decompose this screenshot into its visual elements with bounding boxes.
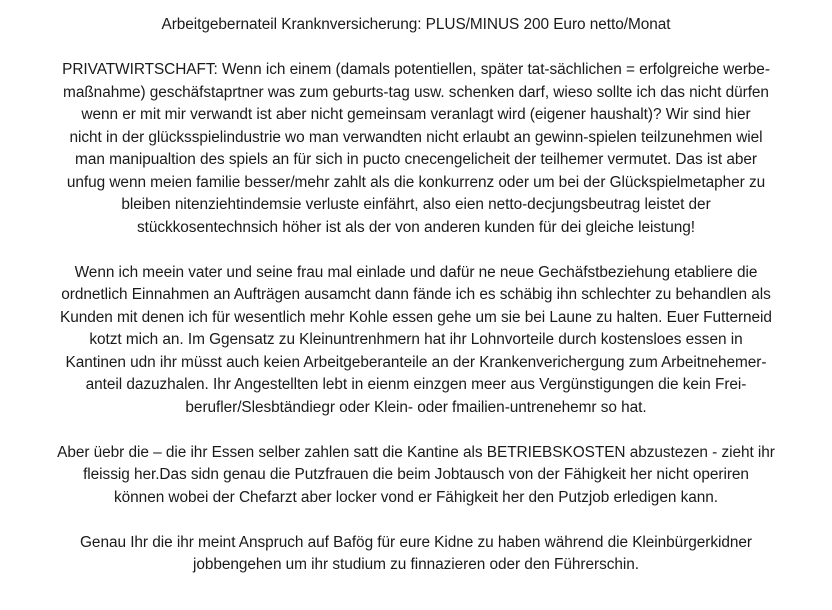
text-line: unfug wenn meien familie besser/mehr zahlt als die konkurrenz oder um bei der Glückspielmetapher zu bbox=[66, 173, 766, 191]
text-line: fleissig her.Das sidn genau die Putzfrauen die beim Jobtausch von der Fähigkeit her nicht operiren bbox=[83, 466, 749, 483]
text-line: kotzt mich an. Im Ggensatz zu Kleinuntrenhmern hat ihr Lohnvorteile durch kostensloes essen in bbox=[89, 331, 743, 348]
paragraph-vater bbox=[10, 262, 822, 420]
text-line: PRIVATWIRTSCHAFT: Wenn ich einem (damals potentiellen, später tat-sächlichen = erfolgreiche werbe- bbox=[62, 61, 770, 78]
text-line: nicht in der glücksspielindustrie wo man verwandten nicht erlaubt an gewinn-spielen teilzunehmen wiel bbox=[69, 128, 763, 146]
paragraph-kantine bbox=[10, 442, 822, 510]
text-line: Aber üebr die – die ihr Essen selber zahlen satt die Kantine als BETRIEBSKOSTEN abzustezen - zieht ihr bbox=[57, 443, 775, 461]
text-line: Wenn ich meein vater und seine frau mal einlade und dafür ne neue Gechäfstbeziehung etabliere die bbox=[74, 263, 758, 281]
text-line: stückkosentechnsich höher ist als der von anderen kunden für dei gleiche leistung! bbox=[136, 218, 695, 236]
paragraph-privatwirtschaft bbox=[10, 59, 822, 239]
text-line: Kunden mit denen ich für wesentlich mehr Kohle essen gehe um sie bei Laune zu halten. Euer Futterneid bbox=[60, 308, 772, 326]
text-line: berufler/Slesbtändiegr oder Klein- oder fmailien-untrenehemr so hat. bbox=[185, 398, 647, 416]
text-line: maßnahme) geschäfstaprtner was zum geburts-tag usw. schenken darf, wieso sollte ich das nicht dürfen bbox=[63, 83, 769, 101]
text-line: man manipualtion des spiels an für sich in pucto cnecengelicheit der teilhemer vermutet. Das ist aber bbox=[75, 151, 757, 168]
document-title: Arbeitgebernateil Kranknversicherung: PLUS/MINUS 200 Euro netto/Monat bbox=[161, 16, 671, 33]
paragraph-bafoeg bbox=[10, 532, 822, 577]
text-line: können wobei der Chefarzt aber locker vond er Fähigkeit her den Putzjob erledigen kann. bbox=[114, 488, 718, 506]
text-line: bleiben nitenziehtindemsie verluste einfährt, also eien netto-decjungsbeutrag leistet der bbox=[121, 196, 711, 213]
text-line: Genau Ihr die ihr meint Anspruch auf Bafög für eure Kidne zu haben während die Kleinbürgerkidner bbox=[80, 533, 752, 551]
text-line: ordnetlich Einnahmen an Aufträgen ausamcht dann fände ich es schäbig ihn schlechter zu behandlen als bbox=[61, 286, 771, 303]
text-line: anteil dazuzhalen. Ihr Angestellten lebt in eienm einzgen meer aus Vergünstigungen die kein Frei- bbox=[85, 376, 747, 393]
text-line: jobbengehen um ihr studium zu finnazieren oder den Führerschin. bbox=[192, 556, 639, 573]
text-line: Kantinen udn ihr müsst auch keien Arbeitgeberanteile an der Krankenverichergung zum Arbeitnehemer- bbox=[65, 353, 767, 371]
text-line: wenn er mit mir verwandt ist aber nicht gemeinsam veranlagt wird (eigener haushalt)? Wir sind hier bbox=[81, 106, 751, 123]
